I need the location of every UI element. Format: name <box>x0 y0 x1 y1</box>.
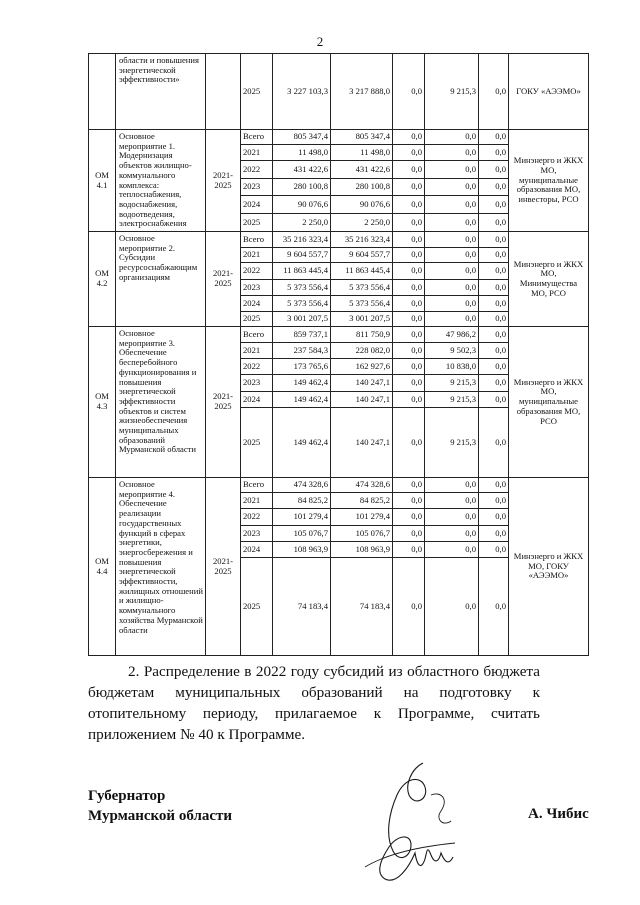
value-cell: 0,0 <box>393 263 425 280</box>
measure-period-cell: 2021-2025 <box>206 327 241 478</box>
value-cell: 108 963,9 <box>331 542 393 558</box>
year-cell: 2022 <box>241 359 273 375</box>
value-cell: 149 462,4 <box>273 408 331 478</box>
value-cell: 0,0 <box>393 408 425 478</box>
year-cell: 2022 <box>241 263 273 280</box>
value-cell: 84 825,2 <box>273 493 331 509</box>
value-cell: 0,0 <box>479 542 509 558</box>
value-cell: 140 247,1 <box>331 408 393 478</box>
value-cell: 149 462,4 <box>273 392 331 408</box>
table-row <box>89 232 589 248</box>
measure-period-cell: 2021-2025 <box>206 232 241 327</box>
value-cell: 140 247,1 <box>331 392 393 408</box>
value-cell: 11 863 445,4 <box>331 263 393 280</box>
value-cell: 0,0 <box>393 493 425 509</box>
value-cell: 3 217 888,0 <box>331 54 393 130</box>
value-cell: 0,0 <box>393 542 425 558</box>
value-cell: 9 604 557,7 <box>273 248 331 263</box>
value-cell: 0,0 <box>425 179 479 196</box>
value-cell: 805 347,4 <box>331 130 393 145</box>
value-cell: 474 328,6 <box>331 478 393 493</box>
executor-cell: ГОКУ «АЭЭМО» <box>509 54 589 130</box>
value-cell: 101 279,4 <box>273 509 331 526</box>
year-cell: 2024 <box>241 196 273 214</box>
row-code-cell <box>89 54 116 130</box>
value-cell: 0,0 <box>393 478 425 493</box>
value-cell: 5 373 556,4 <box>273 296 331 312</box>
value-cell: 0,0 <box>425 145 479 161</box>
row-period-cell <box>206 54 241 130</box>
value-cell: 0,0 <box>425 214 479 232</box>
value-cell: 162 927,6 <box>331 359 393 375</box>
value-cell: 11 498,0 <box>331 145 393 161</box>
value-cell: 0,0 <box>479 214 509 232</box>
measure-period-cell: 2021-2025 <box>206 130 241 232</box>
year-cell: 2021 <box>241 248 273 263</box>
executor-cell: Минэнерго и ЖКХ МО, Минимущества МО, РСО <box>509 232 589 327</box>
value-cell: 0,0 <box>393 130 425 145</box>
value-cell: 0,0 <box>479 161 509 179</box>
year-cell: 2025 <box>241 214 273 232</box>
signatory-title <box>88 786 232 826</box>
year-cell: Всего <box>241 232 273 248</box>
value-cell: 74 183,4 <box>273 558 331 656</box>
value-cell: 0,0 <box>479 130 509 145</box>
measure-name-cell: Основное мероприятие 2. Субсидии ресурсоснабжающим организациям <box>116 232 206 327</box>
value-cell: 0,0 <box>479 54 509 130</box>
value-cell: 0,0 <box>425 526 479 542</box>
year-cell: 2023 <box>241 280 273 296</box>
value-cell: 0,0 <box>425 280 479 296</box>
table-row <box>89 130 589 145</box>
table-row <box>89 54 589 130</box>
value-cell: 0,0 <box>479 312 509 327</box>
value-cell: 0,0 <box>479 280 509 296</box>
value-cell: 0,0 <box>393 280 425 296</box>
table-row <box>89 478 589 493</box>
value-cell: 0,0 <box>425 296 479 312</box>
value-cell: 0,0 <box>479 408 509 478</box>
value-cell: 105 076,7 <box>273 526 331 542</box>
value-cell: 173 765,6 <box>273 359 331 375</box>
year-cell: 2025 <box>241 408 273 478</box>
value-cell: 140 247,1 <box>331 375 393 392</box>
value-cell: 108 963,9 <box>273 542 331 558</box>
value-cell: 0,0 <box>479 359 509 375</box>
signatory-name: А. Чибис <box>528 806 589 822</box>
value-cell: 35 216 323,4 <box>273 232 331 248</box>
value-cell: 0,0 <box>393 232 425 248</box>
value-cell: 0,0 <box>393 161 425 179</box>
value-cell: 0,0 <box>393 327 425 343</box>
value-cell: 11 863 445,4 <box>273 263 331 280</box>
value-cell: 431 422,6 <box>273 161 331 179</box>
value-cell: 0,0 <box>479 509 509 526</box>
value-cell: 0,0 <box>425 312 479 327</box>
value-cell: 0,0 <box>479 248 509 263</box>
value-cell: 0,0 <box>425 478 479 493</box>
value-cell: 0,0 <box>393 179 425 196</box>
value-cell: 2 250,0 <box>273 214 331 232</box>
value-cell: 35 216 323,4 <box>331 232 393 248</box>
value-cell: 149 462,4 <box>273 375 331 392</box>
value-cell: 0,0 <box>479 296 509 312</box>
year-cell: 2021 <box>241 343 273 359</box>
value-cell: 0,0 <box>425 196 479 214</box>
value-cell: 3 227 103,3 <box>273 54 331 130</box>
value-cell: 0,0 <box>425 493 479 509</box>
value-cell: 474 328,6 <box>273 478 331 493</box>
year-cell: 2023 <box>241 375 273 392</box>
year-cell: 2022 <box>241 509 273 526</box>
handwritten-signature <box>345 755 465 895</box>
value-cell: 0,0 <box>393 343 425 359</box>
value-cell: 90 076,6 <box>273 196 331 214</box>
value-cell: 105 076,7 <box>331 526 393 542</box>
page-number: 2 <box>316 34 324 49</box>
value-cell: 237 584,3 <box>273 343 331 359</box>
value-cell: 0,0 <box>479 343 509 359</box>
value-cell: 47 986,2 <box>425 327 479 343</box>
row-year-cell: 2025 <box>241 54 273 130</box>
value-cell: 5 373 556,4 <box>273 280 331 296</box>
value-cell: 2 250,0 <box>331 214 393 232</box>
year-cell: Всего <box>241 327 273 343</box>
value-cell: 0,0 <box>479 478 509 493</box>
executor-cell: Минэнерго и ЖКХ МО, муниципальные образования МО, РСО <box>509 327 589 478</box>
value-cell: 0,0 <box>479 327 509 343</box>
measure-code-cell: ОМ 4.2 <box>89 232 116 327</box>
value-cell: 859 737,1 <box>273 327 331 343</box>
value-cell: 10 838,0 <box>425 359 479 375</box>
value-cell: 0,0 <box>425 263 479 280</box>
year-cell: 2022 <box>241 161 273 179</box>
measure-name-cell: Основное мероприятие 1. Модернизация объектов жилищно-коммунального комплекса: теплоснабжения, водоснабжения, водоотведения, электроснабжения <box>116 130 206 232</box>
value-cell: 9 604 557,7 <box>331 248 393 263</box>
value-cell: 0,0 <box>425 248 479 263</box>
value-cell: 0,0 <box>425 558 479 656</box>
measure-name-cell: Основное мероприятие 4. Обеспечение реализации государственных функций в сферах энергетики, энергосбережения и повышения энергетической эффективности, жилищных отношений и жилищно-коммунального хозяйства Мурманской области <box>116 478 206 656</box>
measure-name-cell: Основное мероприятие 3. Обеспечение бесперебойного функционирования и повышения энергетической эффективности объектов и систем жизнеобеспечения муниципальных образований Мурманской области <box>116 327 206 478</box>
value-cell: 0,0 <box>393 296 425 312</box>
value-cell: 0,0 <box>479 392 509 408</box>
year-cell: 2025 <box>241 558 273 656</box>
value-cell: 0,0 <box>393 392 425 408</box>
year-cell: Всего <box>241 478 273 493</box>
value-cell: 228 082,0 <box>331 343 393 359</box>
value-cell: 9 215,3 <box>425 54 479 130</box>
value-cell: 811 750,9 <box>331 327 393 343</box>
executor-cell: Минэнерго и ЖКХ МО, муниципальные образования МО, инвесторы, РСО <box>509 130 589 232</box>
year-cell: 2024 <box>241 392 273 408</box>
year-cell: Всего <box>241 130 273 145</box>
row-name-cell: области и повышения энергетической эффективности» <box>116 54 206 130</box>
value-cell: 9 215,3 <box>425 392 479 408</box>
value-cell: 431 422,6 <box>331 161 393 179</box>
value-cell: 101 279,4 <box>331 509 393 526</box>
value-cell: 11 498,0 <box>273 145 331 161</box>
value-cell: 0,0 <box>425 542 479 558</box>
year-cell: 2023 <box>241 526 273 542</box>
table-row <box>89 327 589 343</box>
value-cell: 0,0 <box>425 509 479 526</box>
value-cell: 0,0 <box>425 232 479 248</box>
value-cell: 0,0 <box>425 130 479 145</box>
value-cell: 3 001 207,5 <box>331 312 393 327</box>
signatory-title-line2: Мурманской области <box>88 808 233 824</box>
value-cell: 0,0 <box>479 263 509 280</box>
measure-period-cell: 2021-2025 <box>206 478 241 656</box>
value-cell: 0,0 <box>393 359 425 375</box>
measure-code-cell: ОМ 4.3 <box>89 327 116 478</box>
value-cell: 280 100,8 <box>331 179 393 196</box>
value-cell: 0,0 <box>393 248 425 263</box>
value-cell: 0,0 <box>393 54 425 130</box>
value-cell: 0,0 <box>393 145 425 161</box>
value-cell: 3 001 207,5 <box>273 312 331 327</box>
year-cell: 2025 <box>241 312 273 327</box>
value-cell: 0,0 <box>393 375 425 392</box>
value-cell: 0,0 <box>393 214 425 232</box>
value-cell: 9 215,3 <box>425 408 479 478</box>
value-cell: 0,0 <box>479 196 509 214</box>
value-cell: 0,0 <box>425 161 479 179</box>
value-cell: 5 373 556,4 <box>331 296 393 312</box>
value-cell: 0,0 <box>393 509 425 526</box>
value-cell: 0,0 <box>479 526 509 542</box>
year-cell: 2024 <box>241 296 273 312</box>
year-cell: 2024 <box>241 542 273 558</box>
value-cell: 0,0 <box>479 375 509 392</box>
value-cell: 84 825,2 <box>331 493 393 509</box>
value-cell: 5 373 556,4 <box>331 280 393 296</box>
value-cell: 0,0 <box>393 526 425 542</box>
value-cell: 280 100,8 <box>273 179 331 196</box>
measure-code-cell: ОМ 4.1 <box>89 130 116 232</box>
program-table <box>88 53 589 656</box>
value-cell: 0,0 <box>393 558 425 656</box>
value-cell: 90 076,6 <box>331 196 393 214</box>
executor-cell: Минэнерго и ЖКХ МО, ГОКУ «АЭЭМО» <box>509 478 589 656</box>
value-cell: 0,0 <box>393 312 425 327</box>
value-cell: 0,0 <box>479 558 509 656</box>
paragraph-2: 2. Распределение в 2022 году субсидий из областного бюджета бюджетам муниципальных образований на подготовку к отопительному периоду, прилагаемое к Программе, считать приложением № 40 к Программе. <box>88 663 540 743</box>
measure-code-cell: ОМ 4.4 <box>89 478 116 656</box>
value-cell: 74 183,4 <box>331 558 393 656</box>
value-cell: 0,0 <box>393 196 425 214</box>
signatory-title-line1: Губернатор <box>88 788 166 804</box>
value-cell: 0,0 <box>479 179 509 196</box>
value-cell: 0,0 <box>479 232 509 248</box>
year-cell: 2021 <box>241 493 273 509</box>
value-cell: 9 215,3 <box>425 375 479 392</box>
value-cell: 0,0 <box>479 493 509 509</box>
year-cell: 2023 <box>241 179 273 196</box>
value-cell: 9 502,3 <box>425 343 479 359</box>
value-cell: 0,0 <box>479 145 509 161</box>
value-cell: 805 347,4 <box>273 130 331 145</box>
year-cell: 2021 <box>241 145 273 161</box>
